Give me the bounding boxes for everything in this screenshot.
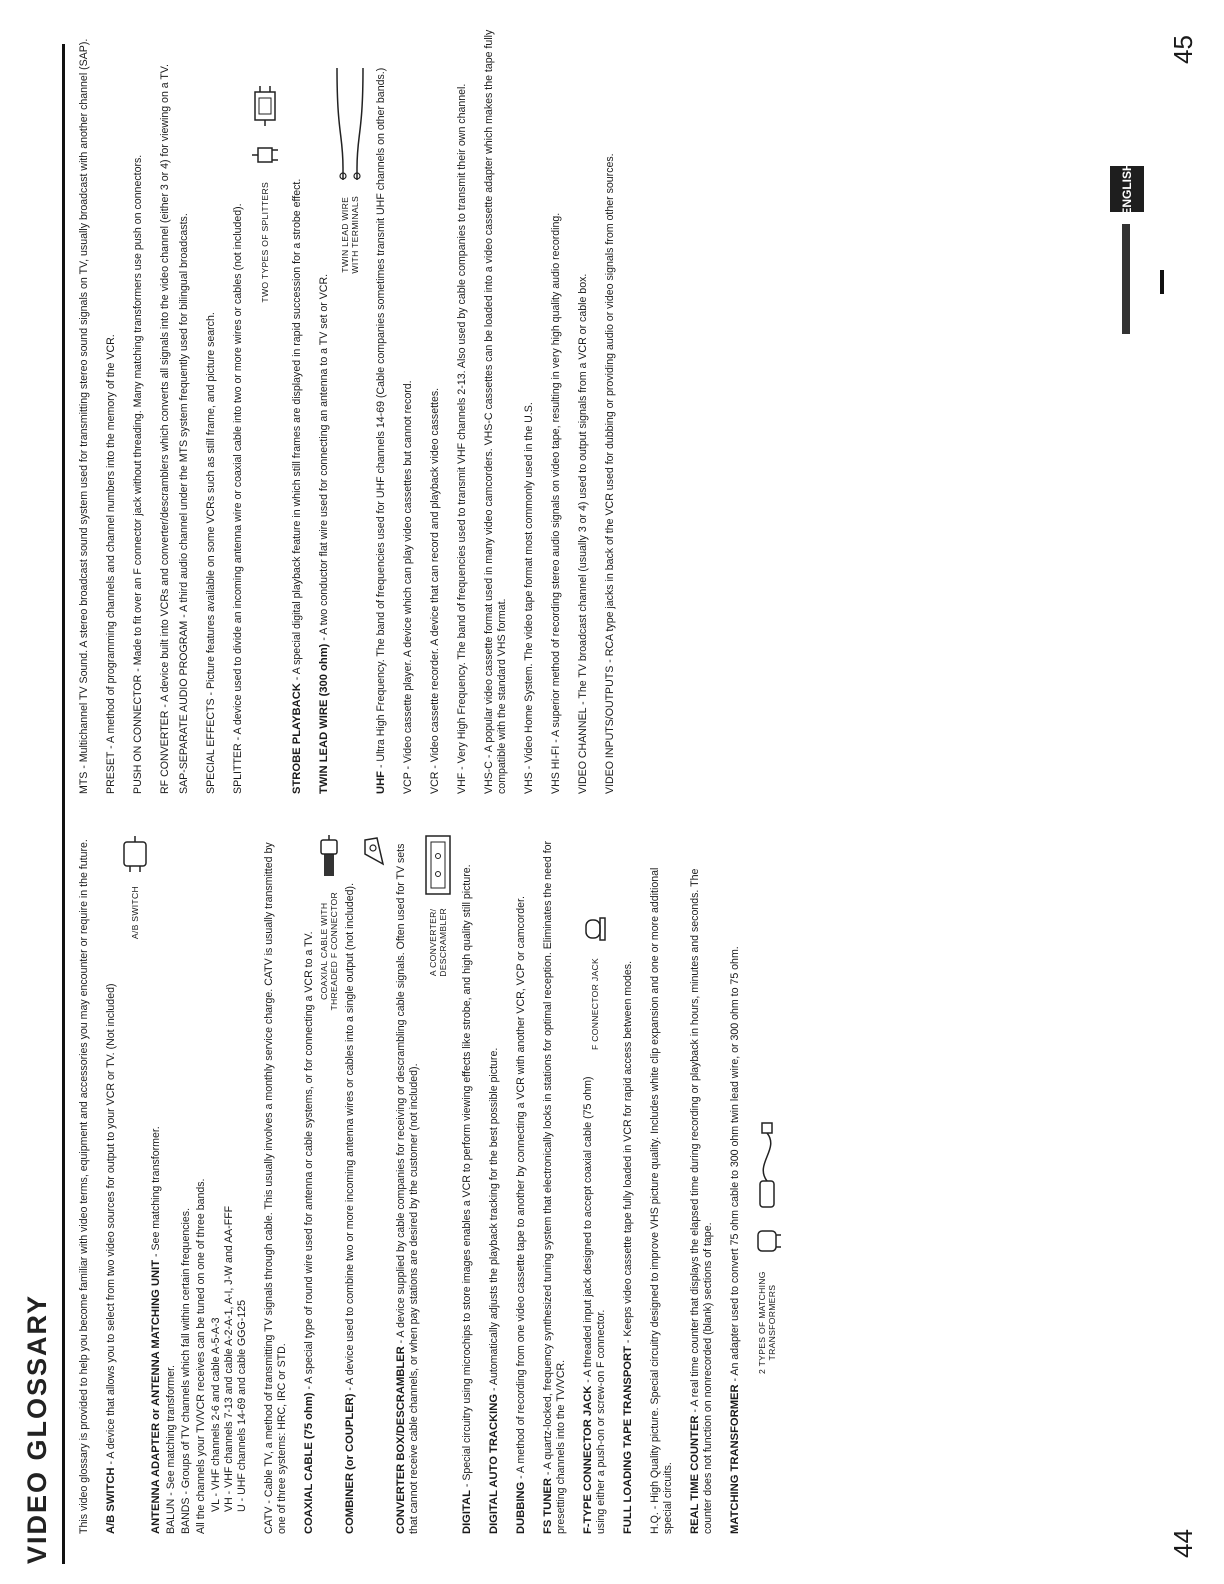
entry-vhs-hifi (550, 24, 563, 794)
language-tab-strip (1122, 224, 1130, 334)
entry-splitter (232, 24, 245, 794)
entry-video-channel (577, 24, 590, 794)
twin-lead-wire-icon (333, 64, 367, 184)
page-number-right: 45 (1168, 35, 1198, 64)
term: VHS HI-FI (550, 745, 562, 794)
term: PRESET (105, 751, 117, 794)
term: COMBINER (or COUPLER) (344, 1393, 356, 1534)
entry-antenna-adapter (150, 834, 163, 1534)
left-column (78, 834, 782, 1534)
entry-preset (105, 24, 118, 794)
definition: - Multichannel TV Sound. A stereo broadcast sound system used for transmitting stereo sound signals on TV, usually broadcast with another channel (SAP). (78, 38, 90, 772)
figure-caption: F CONNECTOR JACK (590, 957, 600, 1050)
entry-catv (263, 834, 289, 1534)
definition: - A method of programming channels and channel numbers into the memory of the VCR. (105, 334, 117, 752)
entry-fs-tuner (542, 834, 568, 1534)
splitter-figure (247, 24, 283, 794)
definition: - A special type of round wire used for antenna or cable systems, or for connecting a VCR to a TV. (303, 931, 315, 1393)
entry-real-time-counter (689, 834, 715, 1534)
language-tab: ENGLISH (1110, 166, 1144, 212)
definition: - A device supplied by cable companies for receiving or descrambling cable signals. Often used for TV sets that cannot receive cable channels, or when pay stations are desired by the customer (not included). (395, 843, 420, 1534)
definition: - A device used to divide an incoming antenna wire or coaxial cable into two or more wires or cables (not included). (232, 203, 244, 744)
entry-dubbing (515, 834, 528, 1534)
definition: - Keeps video cassette tape fully loaded in VCR for rapid access between modes. (622, 960, 634, 1347)
term: DIGITAL AUTO TRACKING (488, 1393, 500, 1534)
entry-digital (461, 834, 474, 1534)
definition: - Video cassette player. A device which can play video cassettes but cannot record. (402, 380, 414, 773)
definition: - A method of recording from one video cassette tape to another by connecting a VCR with another VCR, VCP or camcorder. (515, 896, 527, 1482)
definition: - A third audio channel under the MTS system frequently used for bilingual broadcasts. (178, 213, 190, 621)
term: VIDEO CHANNEL (577, 707, 589, 794)
definition: - Automatically adjusts the playback tracking for the best possible picture. (488, 1047, 500, 1394)
definition: - Video Home System. The video tape format most commonly used in the U.S. (523, 402, 535, 773)
caption-line: WITH TERMINALS (350, 196, 360, 274)
definition: - A popular video cassette format used in many video camcorders. VHS-C cassettes can be loaded into a video cassette adapter which makes the tape fully compatible with the standard VHS format. (483, 29, 508, 794)
definition: - See matching transformer. (165, 1365, 177, 1499)
entry-digital-auto-tracking (488, 834, 501, 1534)
entry-coaxial-cable (303, 834, 316, 1534)
definition: - A quartz-locked, frequency synthesized tuning system that electronically locks in stations for optimal reception. Eliminates the need for presetting channels into the TV/VCR. (542, 840, 567, 1534)
page-number-left: 44 (1168, 1529, 1198, 1558)
intro-paragraph: This video glossary is provided to help you become familiar with video terms, equipment and accessories you may encounter or require in the future. (78, 839, 90, 1534)
term: F-TYPE CONNECTOR JACK (582, 1385, 594, 1534)
definition: - A two conductor flat wire used for connecting an antenna to a TV set or VCR. (318, 273, 330, 644)
page-title: VIDEO GLOSSARY (22, 1293, 52, 1564)
figure-caption (319, 892, 339, 1011)
term: FS TUNER (542, 1478, 554, 1534)
entry-vcp (402, 24, 415, 794)
entry-special-effects (205, 24, 218, 794)
caption-line: TRANSFORMERS (767, 1284, 777, 1361)
entry-combiner (344, 834, 357, 1534)
definition: - A superior method of recording stereo audio signals on video tape, resulting in very high quality audio recording. (550, 212, 562, 746)
caption-line: A CONVERTER/ (428, 908, 438, 977)
ftype-entry-row (582, 834, 608, 1534)
figure-caption (757, 1271, 777, 1374)
bands-line2: All the channels your TV/VCR receives can be tuned on one of three bands. (195, 1178, 207, 1534)
converter-figure (423, 834, 453, 1534)
converter-box-icon (423, 834, 453, 896)
entry-vhf (456, 24, 469, 794)
term: BANDS (180, 1497, 192, 1534)
twin-lead-figure (333, 24, 367, 794)
definition: - An adapter used to convert 75 ohm cable to 300 ohm twin lead wire, or 300 ohm to 75 ohm. (729, 946, 741, 1385)
definition: - See matching transformer. (150, 1126, 162, 1260)
term: SAP-SEPARATE AUDIO PROGRAM (178, 620, 190, 794)
definition: - Video cassette recorder. A device that can record and playback video cassettes. (429, 387, 441, 772)
splitter-box-icon (247, 84, 283, 128)
definition: - Groups of TV channels which fall within certain frequencies. (180, 1207, 192, 1498)
term: CONVERTER BOX/DESCRAMBLER (395, 1346, 407, 1534)
definition: - High Quality picture. Special circuitry designed to improve VHS picture quality. Includes white clip expansion and one or more additional special circuits. (649, 867, 674, 1534)
figure-caption (428, 908, 448, 977)
bands-item: U - UHF channels 14-69 and cable GGG-125 (236, 1300, 248, 1512)
term: CATV (263, 1506, 275, 1534)
entry-rf-converter (159, 24, 172, 794)
term: VHS-C (483, 761, 495, 794)
entry-strobe (291, 24, 304, 794)
entry-video-inputs-outputs (604, 24, 617, 794)
definition: - The TV broadcast channel (usually 3 or 4) used to output signals from a VCR or cable box. (577, 273, 589, 708)
term: PUSH ON CONNECTOR (132, 674, 144, 794)
term: VIDEO INPUTS/OUTPUTS (604, 665, 616, 794)
term: TWIN LEAD WIRE (300 ohm) (318, 643, 330, 794)
entry-vhs-c (483, 24, 509, 794)
term: DIGITAL (461, 1490, 473, 1534)
entry-bands (180, 834, 193, 1534)
figure-caption: TWO TYPES OF SPLITTERS (260, 182, 270, 303)
definition: - Special circuitry using microchips to store images enables a VCR to perform viewing effects like strobe, and high quality still picture. (461, 864, 473, 1491)
definition: - A special digital playback feature in which still frames are displayed in rapid succession for a strobe effect. (291, 178, 303, 684)
entry-converter-box (395, 834, 421, 1534)
entry-full-loading (622, 834, 635, 1534)
splitter-icon (250, 140, 280, 170)
matching-figure (752, 834, 782, 1374)
combiner-figure (359, 834, 389, 1534)
bands-item: VH - VHF channels 7-13 and cable A-2-A-1, A-I, J-W and AA-FFF (223, 1205, 235, 1512)
entry-f-type-connector (582, 1064, 608, 1534)
caption-line: 2 TYPES OF MATCHING (757, 1271, 767, 1374)
definition: - RCA type jacks in back of the VCR used for dubbing or providing audio or video signals from other sources. (604, 153, 616, 666)
entry-hq (649, 834, 675, 1534)
title-rule (62, 44, 65, 1564)
term: STROBE PLAYBACK (291, 683, 303, 794)
caption-line: DESCRAMBLER (438, 908, 448, 977)
term: VHS (523, 772, 535, 794)
bands-item: VL - VHF channels 2-6 and cable A-5-A-3 (210, 1317, 222, 1512)
definition: - A device that allows you to select from two video sources for output to your VCR or TV. (Not included) (105, 983, 117, 1468)
right-column (78, 24, 631, 794)
matching-transformer-cable-icon (752, 1119, 782, 1209)
combiner-icon (359, 834, 389, 868)
definition: - Cable TV, a method of transmitting TV signals through cable. This usually involves a monthly service charge. CATV is usually transmitted by one of three systems: HRC, IRC or STD. (263, 842, 288, 1534)
entry-sap (178, 24, 191, 794)
coax-figure (318, 834, 340, 1534)
entry-matching-transformer (729, 834, 742, 1534)
entry-vhs (523, 24, 536, 794)
f-connector-jack-icon (582, 914, 608, 944)
term: COAXIAL CABLE (75 ohm) (303, 1392, 315, 1534)
definition: - Picture features available on some VCRs such as still frame, and picture search. (205, 312, 217, 699)
figure-caption: A/B SWITCH (130, 886, 140, 940)
term: BALUN (165, 1498, 177, 1534)
term: H.Q. (649, 1512, 661, 1534)
term: FULL LOADING TAPE TRANSPORT (622, 1346, 634, 1534)
definition: - A device used to combine two or more incoming antenna wires or cables into a single output (not included). (344, 882, 356, 1394)
entry-uhf (375, 24, 388, 794)
ab-switch-icon (120, 834, 150, 874)
term: REAL TIME COUNTER (689, 1415, 701, 1534)
definition: - A device built into VCRs and converter/descramblers which converts all signals into the video channel (either 3 or 4) for viewing on a TV. (159, 64, 171, 711)
caption-line: THREADED F CONNECTOR (329, 892, 339, 1011)
coax-cable-icon (318, 834, 340, 880)
term: ANTENNA ADAPTER or ANTENNA MATCHING UNIT (150, 1259, 162, 1534)
term: SPECIAL EFFECTS (205, 698, 217, 794)
term: MTS (78, 771, 90, 794)
entry-ab-switch (105, 834, 118, 1534)
margin-mark (1160, 270, 1164, 294)
definition: - Made to fit over an F connector jack without threading. Many matching transformers use push on connectors. (132, 154, 144, 675)
term: VCR (429, 771, 441, 794)
term: DUBBING (515, 1481, 527, 1534)
caption-line: COAXIAL CABLE WITH (319, 902, 329, 1000)
entry-mts (78, 24, 91, 794)
ab-switch-figure (120, 834, 150, 1534)
entry-vcr (429, 24, 442, 794)
caption-line: TWIN LEAD WIRE (340, 196, 350, 273)
term: SPLITTER (232, 743, 244, 794)
term: VHF (456, 772, 468, 794)
entry-push-on-connector (132, 24, 145, 794)
entry-twin-lead (318, 24, 331, 794)
matching-transformer-icon (752, 1223, 782, 1257)
definition: - A threaded input jack designed to accept coaxial cable (75 ohm) using either a push-on or screw-on F connector. (582, 1076, 607, 1534)
term: MATCHING TRANSFORMER (729, 1384, 741, 1534)
definition: - Ultra High Frequency. The band of frequencies used for UHF channels 14-69 (Cable companies sometimes transmit UHF channels on other bands.) (375, 67, 387, 771)
definition: - A real time counter that displays the elapsed time during recording or playback in hours, minutes and seconds. The counter does not function on nonrecorded (blank) sections of tape. (689, 868, 714, 1534)
term: VCP (402, 772, 414, 794)
figure-caption (340, 196, 360, 274)
term: RF CONVERTER (159, 710, 171, 794)
entry-balun (165, 834, 178, 1534)
definition: - Very High Frequency. The band of frequencies used to transmit VHF channels 2-13. Also used by cable companies to transmit their own channel. (456, 83, 468, 773)
term: UHF (375, 771, 387, 794)
term: A/B SWITCH (105, 1467, 117, 1534)
